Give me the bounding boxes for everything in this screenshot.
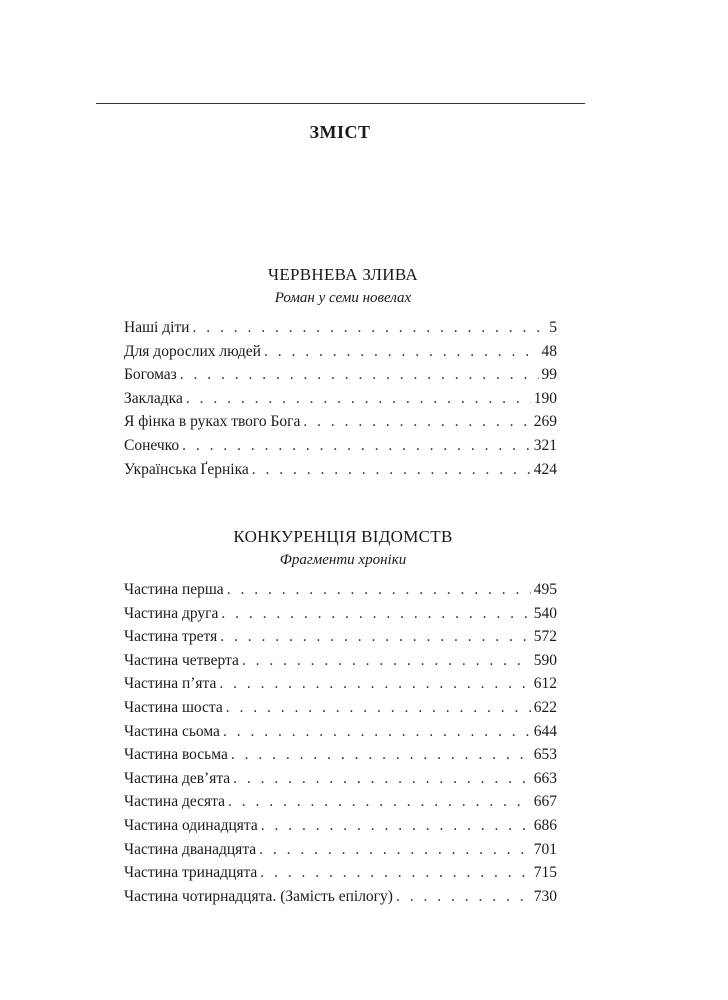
dot-leader [228, 790, 531, 814]
toc-entry [124, 720, 557, 744]
entry-title: Частина одинадцята [124, 816, 258, 834]
entry-page-number: 612 [533, 675, 557, 693]
toc-entry [124, 602, 557, 626]
entry-page-number: 730 [533, 887, 557, 905]
entry-title: Частина п’ята [124, 675, 217, 693]
entry-list [124, 578, 557, 908]
entry-title: Сонечко [124, 436, 180, 454]
entry-page-number: 622 [533, 698, 557, 716]
dot-leader [226, 696, 531, 720]
entry-page-number: 644 [533, 722, 557, 740]
toc-entry [124, 387, 557, 411]
toc-entry [124, 340, 557, 364]
toc-entry [124, 743, 557, 767]
toc-entry [124, 316, 557, 340]
dot-leader [264, 340, 539, 364]
entry-page-number: 686 [533, 816, 557, 834]
dot-leader [252, 458, 531, 482]
entry-page-number: 5 [549, 319, 557, 336]
toc-entry [124, 790, 557, 814]
dot-leader [242, 649, 531, 673]
dot-leader [261, 814, 531, 838]
entry-title: Частина чотирнадцята. (Замість епілогу) [124, 887, 393, 905]
dot-leader [223, 720, 531, 744]
dot-leader [219, 672, 530, 696]
entry-title: Частина перша [124, 581, 224, 598]
part-subtitle: Фрагменти хроніки [279, 552, 407, 568]
entry-page-number: 667 [533, 793, 557, 811]
entry-page-number: 269 [533, 413, 557, 431]
dot-leader [221, 602, 530, 626]
entry-title: Частина сьома [124, 722, 220, 740]
entry-page-number: 701 [533, 840, 557, 858]
entry-page-number: 653 [533, 746, 557, 764]
entry-title: Закладка [124, 389, 183, 407]
entry-title: Частина дванадцята [124, 840, 257, 858]
entry-title: Я фінка в руках твого Бога [124, 413, 301, 431]
entry-page-number: 590 [533, 651, 557, 669]
entry-list [124, 316, 557, 481]
dot-leader [227, 578, 531, 602]
dot-leader [180, 363, 539, 387]
entry-title: Частина десята [124, 793, 225, 811]
entry-title: Для дорослих людей [124, 342, 261, 360]
entry-title: Богомаз [124, 366, 177, 384]
entry-page-number: 715 [533, 864, 557, 882]
toc-entry [124, 885, 557, 909]
toc-entry [124, 672, 557, 696]
part-subtitle: Роман у семи новелах [274, 290, 412, 306]
entry-page-number: 540 [533, 604, 557, 622]
dot-leader [220, 625, 531, 649]
toc-heading: ЗМІСТ [309, 122, 371, 142]
entry-title: Частина тринадцята [124, 864, 258, 882]
entry-title: Частина друга [124, 604, 219, 622]
entry-title: Частина шоста [124, 698, 223, 716]
toc-entry [124, 458, 557, 482]
entry-page-number: 321 [533, 436, 557, 454]
entry-title: Частина третя [124, 628, 218, 646]
part-title: ЧЕРВНЕВА ЗЛИВА [267, 265, 418, 284]
dot-leader [396, 885, 531, 909]
toc-entry [124, 578, 557, 602]
toc-entry [124, 696, 557, 720]
entry-page-number: 48 [541, 342, 557, 360]
toc-entry [124, 838, 557, 862]
toc-entry [124, 410, 557, 434]
toc-entry [124, 767, 557, 791]
toc-entry [124, 814, 557, 838]
entry-page-number: 495 [533, 581, 557, 598]
toc-entry [124, 625, 557, 649]
header-rule [96, 103, 585, 104]
toc-entry [124, 649, 557, 673]
dot-leader [259, 838, 531, 862]
dot-leader [186, 387, 531, 411]
dot-leader [182, 434, 531, 458]
entry-title: Частина четверта [124, 651, 239, 669]
toc-entry [124, 363, 557, 387]
dot-leader [231, 743, 531, 767]
dot-leader [233, 767, 531, 791]
toc-part-2 [124, 525, 557, 908]
dot-leader [303, 410, 530, 434]
part-title: КОНКУРЕНЦІЯ ВІДОМСТВ [233, 527, 453, 546]
toc-entry [124, 434, 557, 458]
entry-page-number: 572 [533, 628, 557, 646]
entry-title: Наші діти [124, 319, 190, 336]
entry-title: Частина восьма [124, 746, 228, 764]
entry-page-number: 99 [541, 366, 557, 384]
entry-page-number: 190 [533, 389, 557, 407]
dot-leader [260, 861, 530, 885]
entry-page-number: 663 [533, 769, 557, 787]
toc-entry [124, 861, 557, 885]
entry-title: Частина дев’ята [124, 769, 231, 787]
toc-part-1 [124, 263, 557, 481]
dot-leader [192, 316, 546, 340]
entry-title: Українська Ґерніка [124, 460, 249, 478]
entry-page-number: 424 [533, 460, 557, 478]
